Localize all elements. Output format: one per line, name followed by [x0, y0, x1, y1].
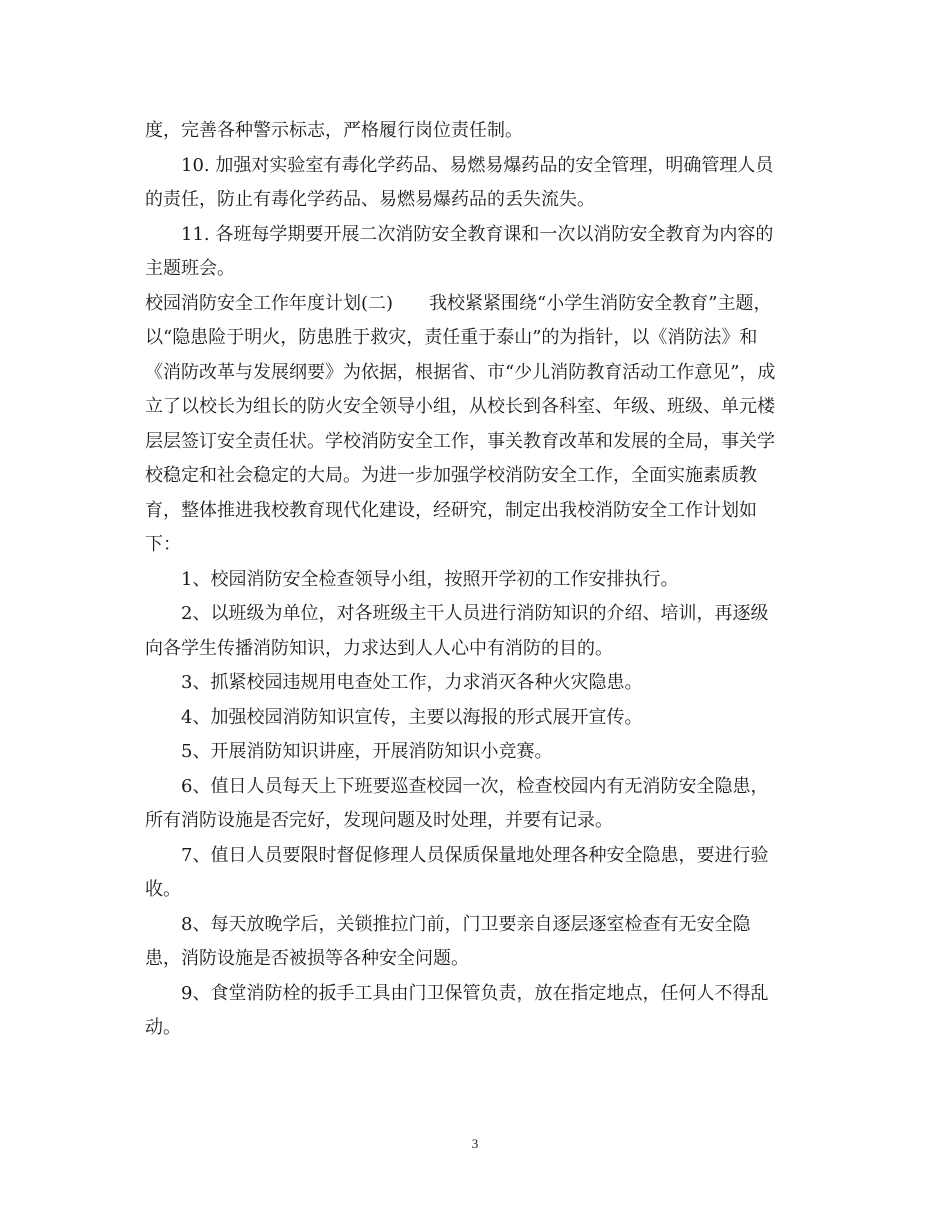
text-line: 的责任，防止有毒化学药品、易燃易爆药品的丢失流失。	[145, 189, 595, 210]
text-line: 10. 加强对实验室有毒化学药品、易燃易爆药品的安全管理，明确管理人员	[181, 154, 774, 176]
text-line: 1、校园消防安全检查领导小组，按照开学初的工作安排执行。	[181, 568, 679, 590]
text-line: 8、每天放晚学后，关锁推拉门前，门卫要亲自逐层逐室检查有无安全隐	[181, 913, 751, 935]
text-line: 以“隐患险于明火，防患胜于救灾，责任重于泰山”的为指针，以《消防法》和	[145, 327, 758, 348]
text-line: 6、值日人员每天上下班要巡查校园一次，检查校园内有无消防安全隐患，	[181, 775, 769, 797]
section-intro-text: 我校紧紧围绕“小学生消防安全教育”主题，	[429, 292, 772, 314]
section-heading-line	[145, 287, 805, 322]
document-body	[145, 114, 805, 1046]
text-line: 收。	[145, 879, 181, 900]
text-line: 所有消防设施是否完好，发现问题及时处理，并要有记录。	[145, 810, 613, 831]
text-line: 校稳定和社会稳定的大局。为进一步加强学校消防安全工作，全面实施素质教	[145, 465, 757, 486]
text-line: 层层签订安全责任状。学校消防安全工作，事关教育改革和发展的全局，事关学	[145, 430, 775, 452]
text-line: 患，消防设施是否被损等各种安全问题。	[145, 948, 469, 969]
text-line: 动。	[145, 1017, 181, 1038]
text-line: 3、抓紧校园违规用电查处工作，力求消灭各种火灾隐患。	[181, 672, 643, 693]
text-line: 育，整体推进我校教育现代化建设，经研究，制定出我校消防安全工作计划如	[145, 499, 757, 521]
section-heading: 校园消防安全工作年度计划(二)	[145, 292, 394, 314]
text-line: 7、值日人员要限时督促修理人员保质保量地处理各种安全隐患，要进行验	[181, 844, 769, 866]
text-line: 4、加强校园消防知识宣传，主要以海报的形式展开宣传。	[181, 706, 643, 728]
text-line: 下：	[145, 534, 181, 555]
text-line: 9、食堂消防栓的扳手工具由门卫保管负责，放在指定地点，任何人不得乱	[181, 982, 769, 1004]
text-line: 2、以班级为单位，对各班级主干人员进行消防知识的介绍、培训，再逐级	[181, 603, 769, 624]
text-line: 度，完善各种警示标志，严格履行岗位责任制。	[145, 120, 523, 141]
text-line: 《消防改革与发展纲要》为依据，根据省、市“少儿消防教育活动工作意见”，成	[145, 361, 776, 383]
text-line: 11. 各班每学期要开展二次消防安全教育课和一次以消防安全教育为内容的	[181, 223, 774, 245]
text-line: 主题班会。	[145, 258, 235, 279]
text-line: 立了以校长为组长的防火安全领导小组，从校长到各科室、年级、班级、单元楼	[145, 396, 775, 417]
text-line: 向各学生传播消防知识，力求达到人人心中有消防的目的。	[145, 637, 613, 659]
text-line: 5、开展消防知识讲座，开展消防知识小竞赛。	[181, 741, 553, 762]
page-number: 3	[471, 1136, 479, 1151]
